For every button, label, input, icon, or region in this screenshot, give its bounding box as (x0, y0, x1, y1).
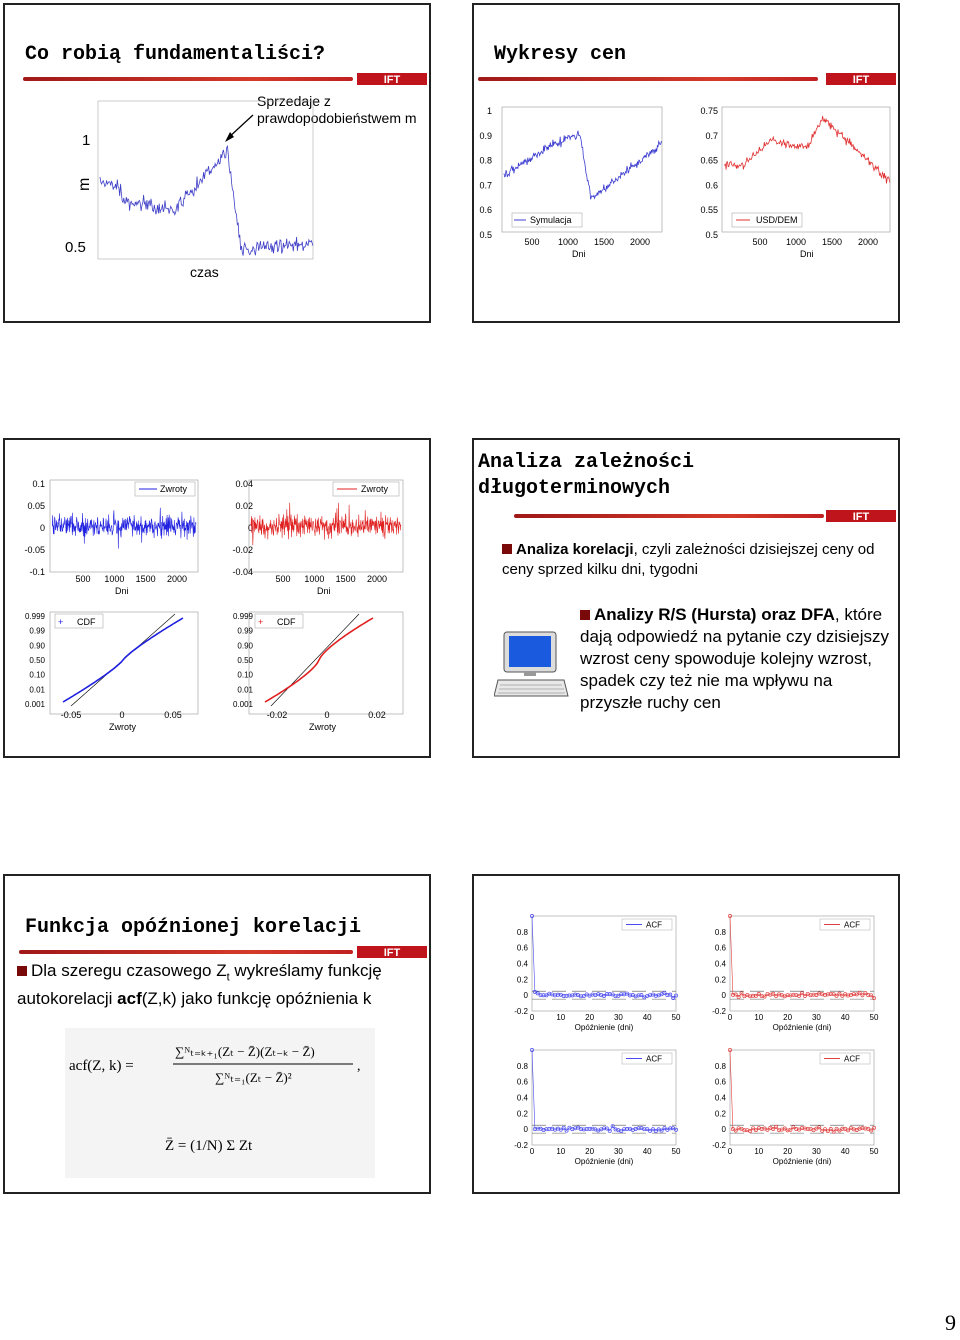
legend-label: ACF (646, 1054, 662, 1064)
acf-ytick: 0.6 (516, 943, 528, 953)
acf-xtick: 20 (585, 1147, 595, 1156)
sim-xtick: 2000 (629, 237, 651, 247)
ytick-05: 0.5 (65, 239, 86, 256)
slide-returns (3, 438, 431, 758)
rs-ytick: -0.05 (24, 545, 45, 555)
usd-ytick: 0.75 (700, 106, 718, 116)
title-underline (514, 514, 824, 518)
acf-xtick: 10 (754, 1013, 764, 1022)
legend-label: Zwroty (160, 484, 187, 494)
acf-ytick: -0.2 (514, 1141, 528, 1150)
cu-ytick: 0.90 (237, 641, 253, 651)
acf-xtick: 0 (727, 1147, 733, 1156)
acf-xlabel: Opóźnienie (dni) (772, 1023, 832, 1032)
acf-xtick: 0 (727, 1013, 733, 1022)
slide-fundamentalists (3, 3, 431, 323)
acf-xtick: 10 (754, 1147, 764, 1156)
acf-ytick: 0.4 (516, 959, 528, 969)
acf-xtick: 20 (585, 1013, 595, 1022)
rs-ytick: 0.05 (27, 501, 45, 511)
title-underline (478, 77, 818, 81)
acf-ytick: 0 (523, 991, 528, 1001)
acf-xtick: 10 (556, 1147, 566, 1156)
svg-text:+: + (58, 617, 64, 627)
legend-label: ACF (844, 920, 860, 930)
sim-xtick: 1500 (593, 237, 615, 247)
price-sim-chart (474, 95, 674, 323)
svg-text:acf(Z, k) =: acf(Z, k) = (69, 1058, 134, 1074)
acf-description: Dla szeregu czasowego $Z_t$ wykreślamy funkcję autokorelacji acf(Z,k) jako funkcję opóźnienia k (17, 961, 382, 1009)
acf-xtick: 0 (529, 1147, 535, 1156)
usd-ytick: 0.65 (700, 155, 718, 166)
xlabel: Zwroty (309, 722, 336, 732)
sim-ytick: 0.8 (479, 155, 492, 166)
sim-ytick: 0.6 (479, 205, 492, 216)
slide-title: Analiza zależności długoterminowych (478, 451, 695, 500)
returns-usddem-line (251, 503, 401, 546)
sim-ytick: 0.5 (479, 230, 492, 240)
ru-ytick: -0.04 (232, 567, 253, 577)
cs-ytick: 0.50 (29, 656, 45, 665)
ytick-1: 1 (82, 132, 91, 149)
ift-logo (826, 508, 896, 524)
cu-ytick: 0.01 (237, 685, 253, 695)
acf-ytick: 0 (721, 991, 726, 1001)
svg-text:Z̄ = (1/N) Σ Zt: Z̄ = (1/N) Σ Zt (165, 1138, 253, 1154)
cs-ytick: 0.01 (29, 685, 45, 695)
acf-xtick: 10 (556, 1013, 566, 1022)
acf-xtick: 30 (613, 1013, 623, 1022)
ru-ytick: -0.02 (232, 545, 253, 555)
sim-series-line (504, 131, 662, 200)
legend-label: CDF (77, 617, 96, 627)
acf-ytick: 0.2 (714, 975, 726, 985)
acf-xtick: 0 (529, 1013, 535, 1022)
cdf-usddem-points (265, 618, 373, 702)
cs-xtick: 0 (119, 710, 125, 720)
ru-xtick: 1500 (335, 574, 356, 584)
cs-ytick: 0.001 (24, 700, 45, 709)
acf-panel-1 (514, 914, 681, 1032)
acf-xtick: 20 (783, 1013, 793, 1022)
usd-ytick: 0.7 (705, 130, 718, 141)
bullet-square-icon (580, 610, 590, 620)
acf-xtick: 50 (671, 1013, 681, 1022)
legend-label: ACF (646, 920, 662, 930)
cu-xtick: 0 (324, 710, 330, 720)
slide-long-term-dependence (472, 438, 900, 758)
plot-frame (98, 101, 313, 259)
bullet-square-icon (17, 966, 27, 976)
acf-xlabel: Opóźnienie (dni) (772, 1157, 832, 1166)
cs-ytick: 0.99 (29, 626, 45, 636)
cu-xtick: -0.02 (266, 710, 288, 720)
bullet-correlation: Analiza korelacji, czyli zależności dzisiejszej ceny od ceny sprzed kilku dni, tygodni (502, 541, 875, 578)
acf-panel-3 (514, 1048, 681, 1166)
usd-xtick: 2000 (857, 237, 879, 247)
cu-ytick: 0.99 (237, 626, 253, 636)
acf-xtick: 50 (869, 1147, 879, 1156)
cu-ytick: 0.999 (232, 612, 253, 621)
bullet-rs-dfa: Analizy R/S (Hursta) oraz DFA, które dają odpowiedź na pytanie czy dzisiejszy wzrost ceny spowoduje kolejny wzrost, spadek czy też nie ma wpływu na przyszłe ruchy cen (580, 605, 890, 712)
acf-ytick: -0.2 (514, 1007, 528, 1016)
acf-ytick: 0.8 (516, 1061, 528, 1071)
legend-label: Symulacja (530, 215, 572, 225)
price-usddem-chart (688, 95, 898, 323)
acf-ytick: 0.6 (516, 1077, 528, 1087)
ift-logo (826, 71, 896, 87)
acf-xtick: 30 (811, 1147, 821, 1156)
svg-text:IFT: IFT (852, 511, 870, 523)
rs-xtick: 1000 (104, 574, 125, 584)
legend-label: USD/DEM (756, 215, 798, 225)
m-trace-chart (5, 5, 431, 305)
svg-text:IFT: IFT (383, 74, 401, 86)
slide-title: Funkcja opóźnionej korelacji (25, 916, 362, 939)
xlabel: Dni (115, 586, 129, 596)
usd-xtick: 1500 (821, 237, 843, 247)
ru-xtick: 1000 (304, 574, 325, 584)
acf-ytick: 0 (523, 1125, 528, 1135)
sim-xtick: 500 (524, 237, 540, 247)
acf-xlabel: Opóźnienie (dni) (574, 1023, 634, 1032)
slide-acf-definition (3, 874, 431, 1194)
usd-ytick: 0.55 (700, 205, 718, 216)
cu-ytick: 0.50 (237, 656, 253, 665)
acf-xtick: 50 (869, 1013, 879, 1022)
rs-xtick: 2000 (166, 574, 188, 584)
svg-text:,: , (357, 1059, 361, 1074)
usd-ytick: 0.6 (705, 180, 718, 191)
acf-ytick: 0.4 (714, 959, 726, 969)
returns-sim-line (52, 508, 196, 549)
svg-text:∑ᴺₜ₌ₖ₊₁(Zₜ − Z̄)(Zₜ₋ₖ − Z̄): ∑ᴺₜ₌ₖ₊₁(Zₜ − Z̄)(Zₜ₋ₖ − Z̄) (175, 1044, 315, 1059)
cu-ytick: 0.10 (237, 670, 253, 680)
slide-acf-plots (472, 874, 900, 1194)
acf-xtick: 30 (613, 1147, 623, 1156)
acf-ytick: 0.4 (714, 1093, 726, 1103)
acf-ytick: 0.2 (714, 1109, 726, 1119)
acf-xtick: 20 (783, 1147, 793, 1156)
usd-xtick: 1000 (785, 237, 807, 247)
cdf-sim-points (63, 618, 183, 702)
acf-ytick: 0.6 (714, 943, 726, 953)
ru-xtick: 500 (275, 574, 291, 584)
ru-ytick: 0.04 (235, 479, 253, 489)
ru-ytick: 0 (247, 523, 253, 533)
cu-ytick: 0.001 (232, 700, 253, 709)
acf-xlabel: Opóźnienie (dni) (574, 1157, 634, 1166)
cs-xtick: 0.05 (164, 710, 182, 720)
page-number: 9 (945, 1310, 956, 1335)
acf-formula (65, 1028, 375, 1178)
xlabel: czas (190, 264, 219, 280)
sim-ytick: 0.9 (479, 130, 492, 141)
acf-xtick: 40 (840, 1147, 850, 1156)
xlabel: Dni (317, 586, 331, 596)
xlabel: Zwroty (109, 722, 136, 732)
acf-xtick: 40 (642, 1147, 652, 1156)
sim-ytick: 1 (486, 106, 492, 116)
xlabel: Dni (572, 249, 586, 259)
cdf-usddem-chart (213, 606, 423, 746)
usd-series-line (724, 116, 890, 183)
cs-xtick: -0.05 (60, 710, 82, 720)
slide-title: Wykresy cen (494, 43, 627, 66)
sim-ytick: 0.7 (479, 180, 492, 191)
rs-ytick: -0.1 (29, 567, 45, 577)
rs-ytick: 0 (39, 523, 45, 533)
acf-ytick: -0.2 (712, 1007, 726, 1016)
legend-label: CDF (277, 617, 296, 627)
acf-panel-2 (712, 914, 879, 1032)
rs-xtick: 500 (75, 574, 91, 584)
usd-xtick: 500 (752, 237, 768, 247)
acf-ytick: 0.4 (516, 1093, 528, 1103)
acf-xtick: 50 (671, 1147, 681, 1156)
cdf-sim-chart (5, 606, 215, 746)
acf-ytick: 0.2 (516, 975, 528, 985)
acf-ytick: 0.6 (714, 1077, 726, 1087)
title-underline (19, 950, 353, 954)
acf-ytick: -0.2 (712, 1141, 726, 1150)
svg-text:IFT: IFT (852, 74, 870, 86)
acf-ytick: 0.8 (714, 1061, 726, 1071)
acf-ytick: 0.8 (714, 927, 726, 937)
bullet-square-icon (502, 544, 512, 554)
acf-plots (474, 876, 900, 1194)
slide-price-charts (472, 3, 900, 323)
sim-xtick: 1000 (557, 237, 579, 247)
xlabel: Dni (800, 249, 814, 259)
ru-xtick: 2000 (366, 574, 388, 584)
annotation-text: Sprzedaje z prawdopodobieństwem m (257, 93, 417, 126)
rs-xtick: 1500 (135, 574, 156, 584)
ylabel: m (76, 177, 93, 191)
ru-ytick: 0.02 (235, 501, 253, 511)
svg-text:∑ᴺₜ₌₁(Zₜ − Z̄)²: ∑ᴺₜ₌₁(Zₜ − Z̄)² (215, 1070, 292, 1085)
svg-text:+: + (258, 617, 264, 627)
cs-ytick: 0.10 (29, 670, 45, 680)
cs-ytick: 0.90 (29, 641, 45, 651)
rs-ytick: 0.1 (32, 479, 45, 489)
acf-ytick: 0.2 (516, 1109, 528, 1119)
svg-text:IFT: IFT (383, 947, 401, 959)
usd-ytick: 0.5 (705, 230, 718, 240)
legend-label: Zwroty (361, 484, 388, 494)
computer-icon (494, 630, 570, 702)
acf-xtick: 40 (642, 1013, 652, 1022)
m-series-line (100, 146, 313, 255)
cu-xtick: 0.02 (368, 710, 386, 720)
acf-panel-4 (712, 1048, 879, 1166)
acf-ytick: 0 (721, 1125, 726, 1135)
ift-logo (357, 944, 427, 960)
acf-ytick: 0.8 (516, 927, 528, 937)
acf-xtick: 40 (840, 1013, 850, 1022)
cs-ytick: 0.999 (24, 612, 45, 621)
acf-xtick: 30 (811, 1013, 821, 1022)
slide-title: Co robią fundamentaliści? (25, 43, 326, 66)
legend-label: ACF (844, 1054, 860, 1064)
